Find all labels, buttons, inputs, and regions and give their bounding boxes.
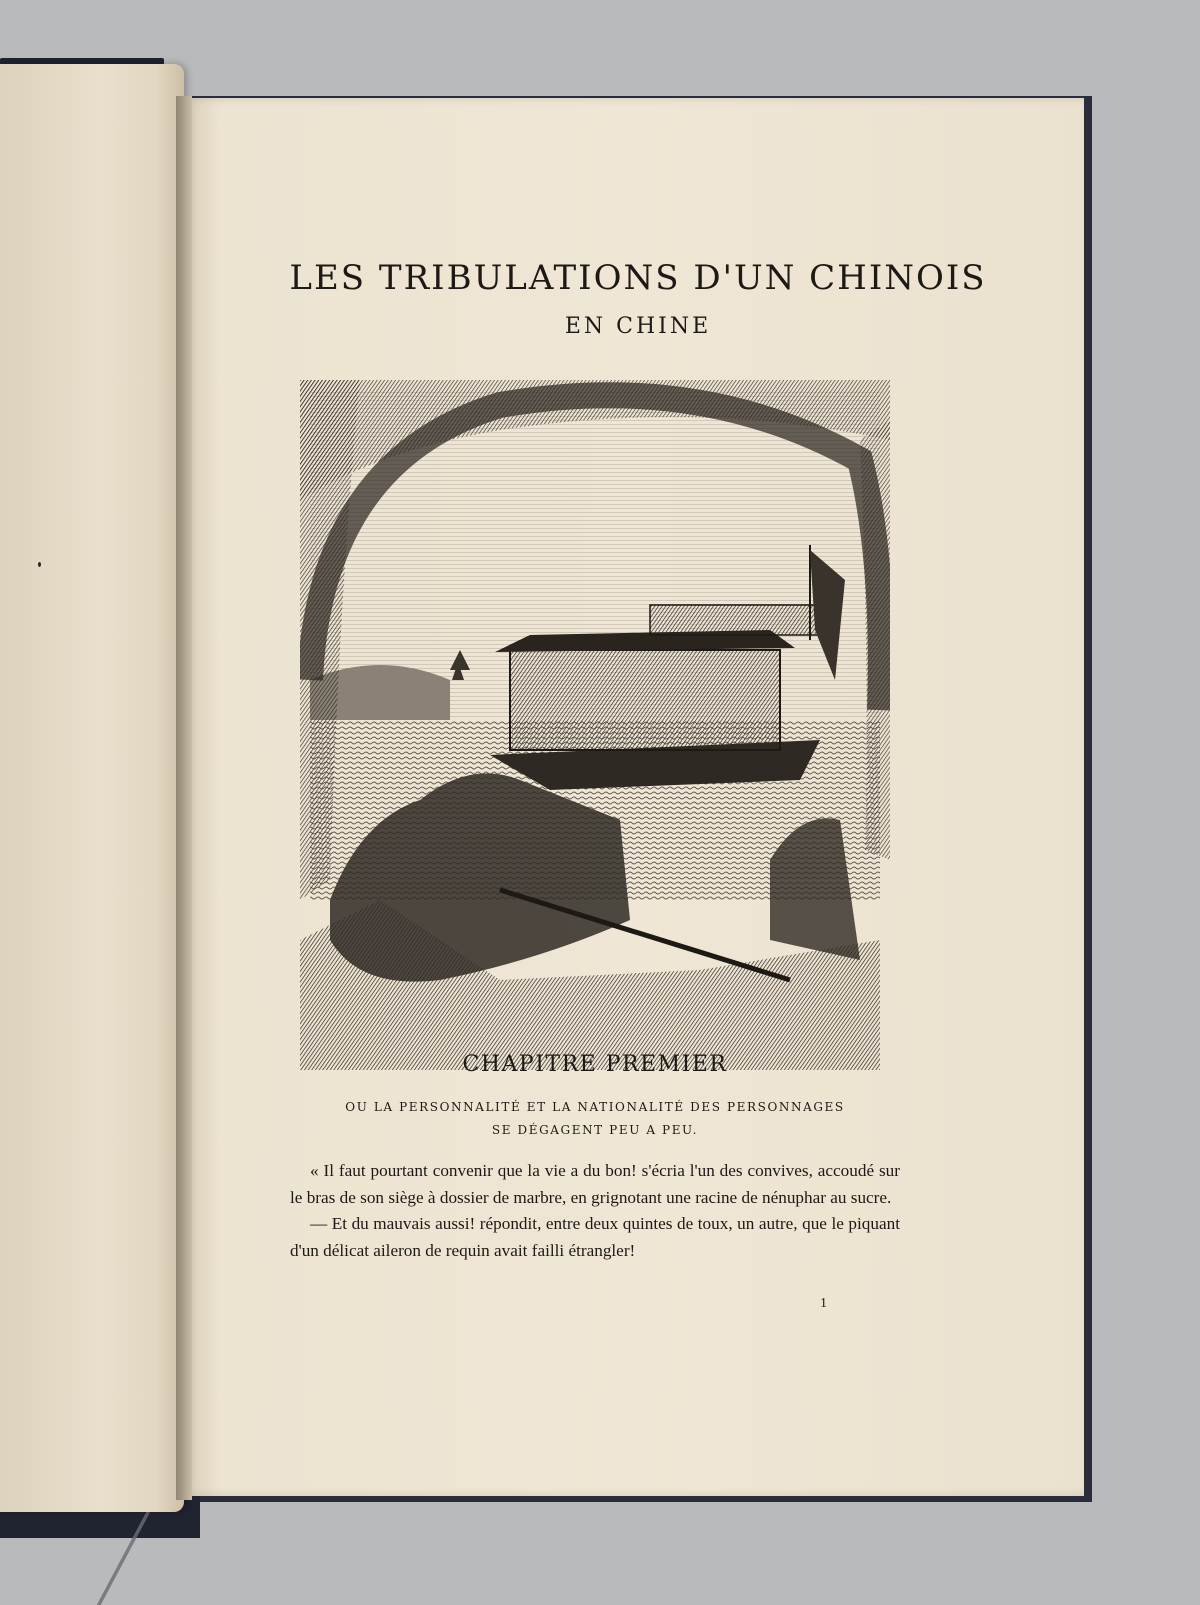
- chapter-title: CHAPITRE PREMIER: [462, 1052, 728, 1077]
- book-subtitle: EN CHINE: [564, 314, 712, 339]
- page-gutter: [176, 96, 192, 1500]
- paragraph: — Et du mauvais aussi! répondit, entre deux quintes de toux, un autre, que le piquant d'un délicat aileron de requin avait failli étrangler!: [290, 1214, 900, 1260]
- left-page: [0, 64, 184, 1512]
- chapter-subtitle-line: SE DÉGAGENT PEU A PEU.: [491, 1123, 699, 1137]
- boat-upper-deck: [650, 605, 820, 635]
- book-title: LES TRIBULATIONS D'UN CHINOIS: [289, 258, 987, 298]
- chapter-subtitle: [330, 1096, 860, 1142]
- engraving-illustration: [300, 380, 890, 1070]
- paragraph: « Il faut pourtant convenir que la vie a du bon! s'écria l'un des convives, accoudé sur le bras de son siège à dossier de marbre, en grignotant une racine de nénuphar au sucre.: [290, 1161, 900, 1207]
- ink-speck: [38, 562, 41, 567]
- page-number: 1: [820, 1296, 827, 1311]
- chapter-subtitle-line: OU LA PERSONNALITÉ ET LA NATIONALITÉ DES PERSONNAGES: [345, 1100, 845, 1114]
- boat-cabin: [510, 650, 780, 750]
- body-text: [290, 1158, 900, 1264]
